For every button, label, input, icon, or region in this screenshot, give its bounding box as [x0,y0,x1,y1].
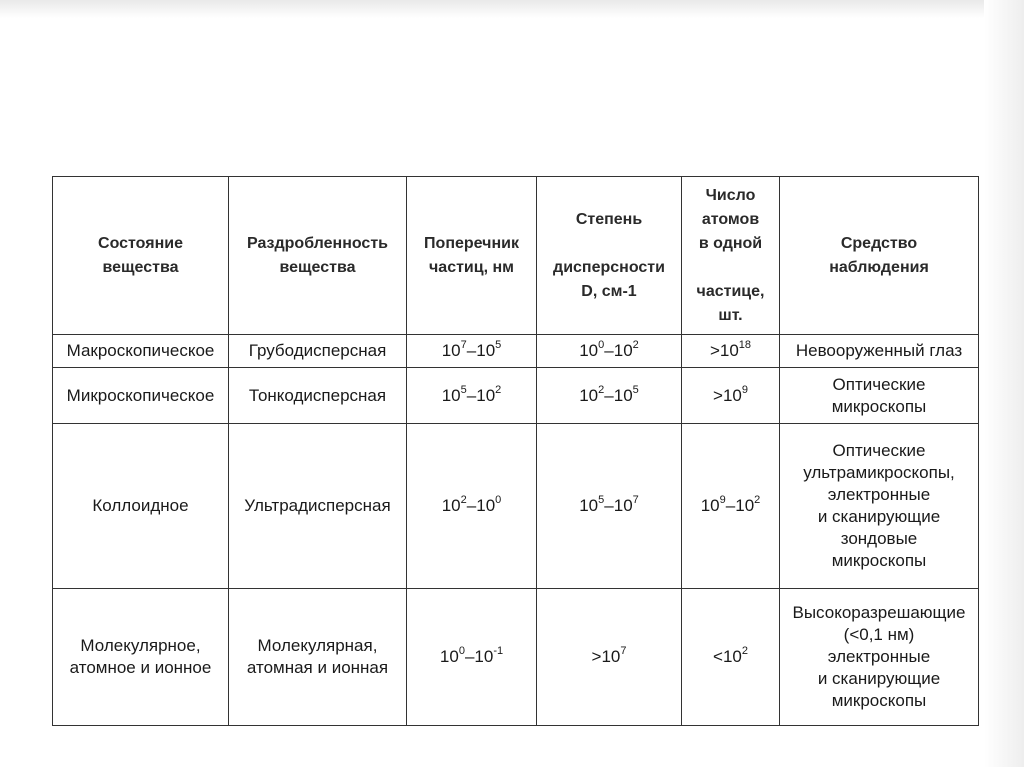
cell-state: Молекулярное, атомное и ионное [53,589,229,726]
cell-fragmentation: Молекулярная, атомная и ионная [229,589,407,726]
cell-observation: Высокоразрешающие (<0,1 нм) электронные и сканирующие микроскопы [780,589,979,726]
cell-dispersity: $>10^7$ [537,589,682,726]
cell-observation: Оптические ультрамикроскопы, электронные и сканирующие зондовые микроскопы [780,424,979,589]
slide-right-shadow [984,0,1024,767]
cell-diameter: $10^5-10^2$ [407,368,537,424]
cell-dispersity: $10^5-10^7$ [537,424,682,589]
cell-observation: Невооруженный глаз [780,335,979,368]
cell-state: Макроскопическое [53,335,229,368]
cell-atoms: $10^9-10^2$ [682,424,780,589]
cell-fragmentation: Ультрадисперсная [229,424,407,589]
header-fragmentation: Раздробленность вещества [229,177,407,335]
cell-dispersity: $10^0-10^2$ [537,335,682,368]
header-atoms: Число атомов в одной частице, шт. [682,177,780,335]
table-row [53,589,979,726]
dispersity-table [52,176,979,726]
table-row [53,424,979,589]
header-dispersity: Степень дисперсности D, см-1 [537,177,682,335]
cell-state: Микроскопическое [53,368,229,424]
cell-fragmentation: Грубодисперсная [229,335,407,368]
cell-diameter: $10^0-10^{-1}$ [407,589,537,726]
cell-diameter: $10^7-10^5$ [407,335,537,368]
cell-diameter: $10^2-10^0$ [407,424,537,589]
header-observation: Средство наблюдения [780,177,979,335]
cell-atoms: $>10^9$ [682,368,780,424]
cell-observation: Оптические микроскопы [780,368,979,424]
table-header-row [53,177,979,335]
cell-atoms: $>10^{18}$ [682,335,780,368]
cell-atoms: $<10^2$ [682,589,780,726]
table-row [53,335,979,368]
cell-dispersity: $10^2-10^5$ [537,368,682,424]
cell-state: Коллоидное [53,424,229,589]
cell-fragmentation: Тонкодисперсная [229,368,407,424]
header-state: Состояние вещества [53,177,229,335]
slide-top-shadow [0,0,1024,18]
header-diameter: Поперечник частиц, нм [407,177,537,335]
table-row [53,368,979,424]
